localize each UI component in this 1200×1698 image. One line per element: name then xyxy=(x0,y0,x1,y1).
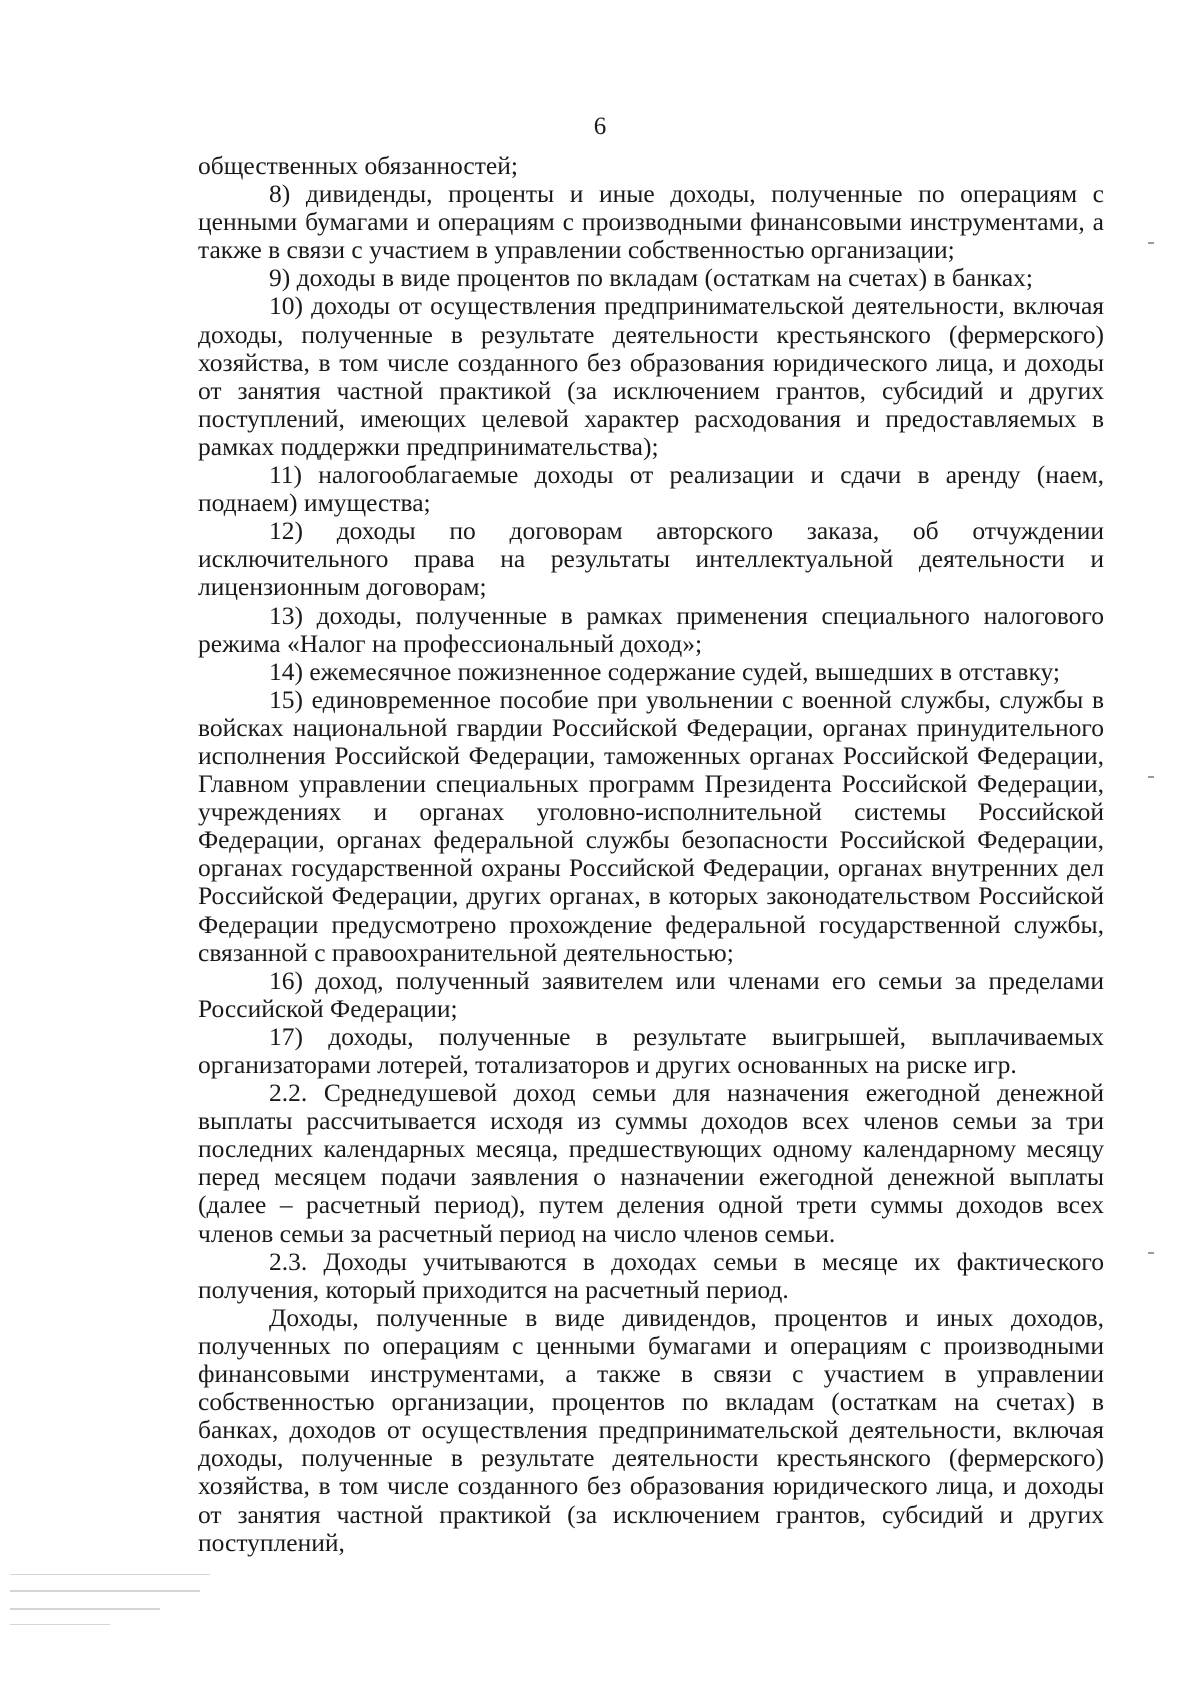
list-item-14: 14) ежемесячное пожизненное содержание судей, вышедших в отставку; xyxy=(269,656,1060,686)
margin-mark xyxy=(1148,776,1154,778)
list-item-10: 10) доходы от осуществления предпринимательской деятельности, включая доходы, полученные в результате деятельности крестьянского (фермерского) хозяйства, в том числе созданного без образования юридического лица, и доходы от занятия частной практикой (за исключением грантов, субсидий и других поступлений, имеющих целевой характер расходования и предоставляемых в рамках поддержки предпринимательства); xyxy=(198,291,1104,461)
list-item-12: 12) доходы по договорам авторского заказа, об отчуждении исключительного права на результаты интеллектуальной деятельности и лицензионным договорам; xyxy=(198,516,1104,602)
list-item-8: 8) дивиденды, проценты и иные доходы, полученные по операциям с ценными бумагами и операциям с производными финансовыми инструментами, а также в связи с участием в управлении собственностью организации; xyxy=(198,179,1104,265)
margin-mark xyxy=(1148,1252,1154,1254)
page-number: 6 xyxy=(593,113,607,140)
faint-stamp-mark xyxy=(10,1570,220,1630)
list-item-11: 11) налогооблагаемые доходы от реализации и сдачи в аренду (наем, поднаем) имущества; xyxy=(198,460,1104,518)
clause-2-3: 2.3. Доходы учитываются в доходах семьи в месяце их фактического получения, который приходится на расчетный период. xyxy=(198,1246,1104,1304)
list-item-15: 15) единовременное пособие при увольнении с военной службы, службы в войсках национальной гвардии Российской Федерации, органах принудительного исполнения Российской Федерации, таможенных органах Российской Федерации, Главном управлении специальных программ Президента Российской Федерации, учреждениях и органах уголовно-исполнительной системы Российской Федерации, органах федеральной службы безопасности Российской Федерации, органах государственной охраны Российской Федерации, органах внутренних дел Российской Федерации, других органах, в которых законодательством Российской Федерации предусмотрено прохождение федеральной государственной службы, связанной с правоохранительной деятельностью; xyxy=(198,684,1104,967)
clause-2-3-continuation: Доходы, полученные в виде дивидендов, процентов и иных доходов, полученных по операциям с ценными бумагами и операциям с производными финансовыми инструментами, а также в связи с участием в управлении собственностью организации, процентов по вкладам (остаткам на счетах) в банках, доходов от осуществления предпринимательской деятельности, включая доходы, полученные в результате деятельности крестьянского (фермерского) хозяйства, в том числе созданного без образования юридического лица, и доходы от занятия частной практикой (за исключением грантов, субсидий и других поступлений, xyxy=(198,1302,1104,1557)
list-item-16: 16) доход, полученный заявителем или членами его семьи за пределами Российской Федерации; xyxy=(198,965,1104,1023)
list-item-17: 17) доходы, полученные в результате выигрышей, выплачиваемых организаторами лотерей, тотализаторов и других основанных на риске игр. xyxy=(198,1021,1104,1079)
paragraph-continuation: общественных обязанностей; xyxy=(198,151,518,180)
margin-mark xyxy=(1148,242,1154,244)
list-item-9: 9) доходы в виде процентов по вкладам (остаткам на счетах) в банках; xyxy=(269,263,1034,293)
document-body xyxy=(198,152,1104,1557)
list-item-13: 13) доходы, полученные в рамках применения специального налогового режима «Налог на профессиональный доход»; xyxy=(198,600,1104,658)
clause-2-2: 2.2. Среднедушевой доход семьи для назначения ежегодной денежной выплаты рассчитывается исходя из суммы доходов всех членов семьи за три последних календарных месяца, предшествующих одному календарному месяцу перед месяцем подачи заявления о назначении ежегодной денежной выплаты (далее – расчетный период), путем деления одной трети суммы доходов всех членов семьи за расчетный период на число членов семьи. xyxy=(198,1078,1104,1248)
